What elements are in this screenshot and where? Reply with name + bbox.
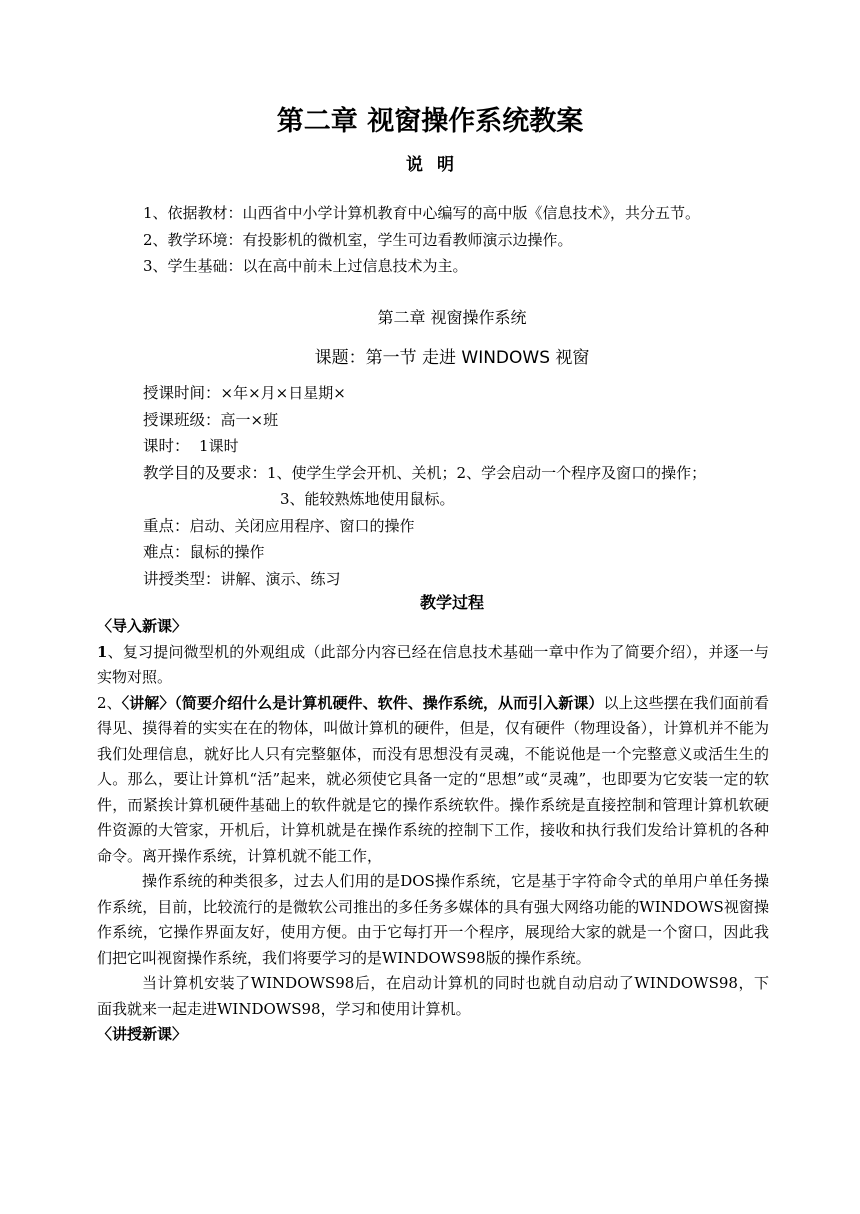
document-title: 第二章 视窗操作系统教案: [276, 106, 584, 137]
meta-label: 授课时间：: [143, 384, 221, 402]
lesson-heading: 课题：第一节 走进 WINDOWS 视窗: [314, 348, 590, 368]
meta-value: 3、能较熟炼地使用鼠标。: [280, 490, 455, 508]
paragraph-number: 1: [97, 642, 108, 661]
meta-value: 高一×班: [220, 410, 279, 429]
section-heading: 〈讲授新课〉: [97, 1025, 188, 1043]
meta-row-objective-cont: [143, 486, 793, 513]
meta-row-type: [143, 566, 793, 593]
meta-row-objective: [143, 460, 793, 487]
chapter-heading: 第二章 视窗操作系统: [377, 308, 527, 327]
meta-value: 讲解、演示、练习: [220, 569, 341, 588]
meta-value: ×年×月×日星期×: [220, 384, 346, 402]
process-body: [97, 614, 769, 1048]
meta-label: 重点：: [143, 516, 190, 535]
meta-row-time: [143, 380, 793, 407]
note-item: 3、学生基础：以在高中前未上过信息技术为主。: [143, 257, 468, 275]
meta-value: 启动、关闭应用程序、窗口的操作: [189, 516, 415, 535]
process-heading: 教学过程: [419, 593, 484, 612]
meta-label: 授课班级：: [143, 410, 221, 429]
paragraph: 当计算机安装了WINDOWS98后，在启动计算机的同时也就自动启动了WINDOWS98，下面我就来一起走进WINDOWS98，学习和使用计算机。: [97, 974, 769, 1018]
meta-row-class: [143, 407, 793, 434]
meta-label: 教学目的及要求：: [143, 463, 268, 482]
lesson-meta: [143, 380, 793, 592]
paragraph: [97, 640, 769, 691]
section-heading: 〈导入新课〉: [97, 617, 188, 635]
note-item: 1、依据教材：山西省中小学计算机教育中心编写的高中版《信息技术》，共分五节。: [143, 204, 701, 222]
meta-label: 讲授类型：: [143, 569, 221, 588]
meta-value: 1、使学生学会开机、关机；2、学会启动一个程序及窗口的操作；: [267, 463, 707, 482]
document-subtitle: 说明: [406, 155, 468, 175]
paragraph-text: 、复习提问微型机的外观组成（此部分内容已经在信息技术基础一章中作为了简要介绍），并逐一与实物对照。: [97, 642, 769, 686]
paragraph-text: 以上这些摆在我们面前看得见、摸得着的实实在在的物体，叫做计算机的硬件，但是，仅有硬件（物理设备），计算机并不能为我们处理信息，就好比人只有完整躯体，而没有思想没有灵魂，不能说他是一个完整意义或活生生的人。那么，要让计算机“活”起来，就必须使它具备一定的“思想”或“灵魂”，也即要为它安装一定的软件，而紧挨计算机硬件基础上的软件就是它的操作系统软件。操作系统是直接控制和管理计算机软硬件资源的大管家，开机后，计算机就是在操作系统的控制下工作，接收和执行我们发给计算机的各种命令。离开操作系统，计算机就不能工作，: [97, 693, 769, 865]
paragraph: 操作系统的种类很多，过去人们用的是DOS操作系统，它是基于字符命令式的单用户单任务操作系统，目前，比较流行的是微软公司推出的多任务多媒体的具有强大网络功能的WINDOWS视窗操作系统，它操作界面友好，使用方便。由于它每打开一个程序，展现给大家的就是一个窗口，因此我们把它叫视窗操作系统，我们将要学习的是WINDOWS98版的操作系统。: [97, 872, 769, 967]
meta-value: 鼠标的操作: [189, 543, 265, 561]
note-item: 2、教学环境：有投影机的微机室，学生可边看教师演示边操作。: [143, 230, 573, 249]
meta-value: 1课时: [189, 437, 239, 455]
meta-label: 难点：: [143, 543, 190, 561]
paragraph-number: 2、: [97, 693, 122, 712]
meta-row-difficulty: [143, 539, 793, 566]
meta-row-key: [143, 513, 793, 540]
notes-list: [143, 200, 783, 280]
meta-label: 课时：: [143, 437, 190, 455]
paragraph: [97, 691, 769, 870]
meta-row-hours: [143, 433, 793, 460]
paragraph-emphasis: 〈讲解〉（简要介绍什么是计算机硬件、软件、操作系统，从而引入新课）: [121, 693, 604, 712]
